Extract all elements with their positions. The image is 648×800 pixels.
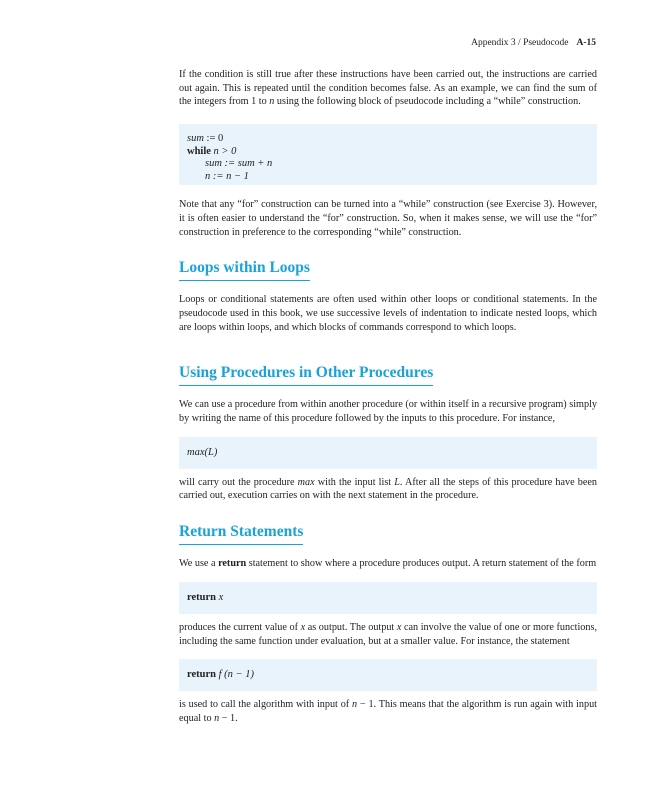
code-line-1 [187,133,589,146]
code-keyword: while [187,145,211,157]
text-run: . After all the steps of this procedure have been carried out, execution carries on with the next statement in the procedure. [179,476,597,502]
math-x: x [396,621,402,633]
intro-paragraph-2: Note that any “for” construction can be turned into a “while” construction (see Exercise 3). However, it is often easier to understand the “for” construction. So, when it makes sense, we will use the “for” construction in preference to the corresponding “while” construction. [179,199,597,238]
intro-paragraph-1 [179,68,597,109]
keyword-return: return [218,558,247,570]
code-keyword: return [187,591,216,603]
code-text: max(L) [187,446,218,458]
section-heading: Loops within Loops [179,259,310,281]
text-run: We use a [179,558,219,570]
math-n: n [214,712,220,724]
text-run: using the following block of pseudocode including a “while” construction. [274,96,581,108]
code-text: f (n − 1) [215,669,254,681]
section-returns [179,523,597,545]
procedures-paragraph-2 [179,476,597,503]
running-header [471,38,596,48]
section-procedures [179,364,597,386]
code-line-3: sum := sum + n [205,158,273,170]
math-max: max [297,476,315,488]
page-body [179,68,597,726]
section-heading: Return Statements [179,523,303,545]
section-loops [179,259,597,281]
procedures-paragraph-1: We can use a procedure from within another procedure (or within itself in a recursive program) simply by writing the name of this procedure followed by the inputs to this procedure. For instance, [179,399,597,425]
math-n: n [352,699,358,711]
code-text: := 0 [203,133,224,145]
code-var: sum [187,133,204,145]
code-text: x [215,591,224,603]
text-run: statement to show where a procedure produces output. A return statement of the form [246,558,597,570]
math-n: n [269,96,275,108]
text-run: as output. The output [305,621,397,633]
text-run: is used to call the algorithm with input of [179,699,352,711]
code-text: n > 0 [210,145,237,157]
text-run: will carry out the procedure [179,476,298,488]
returns-paragraph-2 [179,621,597,648]
text-run: with the input list [314,476,395,488]
running-title: Appendix 3 / Pseudocode [471,38,569,48]
code-line-2 [187,146,589,159]
max-code-block [179,437,597,469]
text-run: If the condition is still true after these instructions have been carried out, the instructions are carried out again. This is repeated until the condition becomes false. As an example, we can find the sum of the integers from 1 to [179,69,597,108]
code-line-4: n := n − 1 [205,170,249,182]
page-number: A-15 [576,38,596,48]
section-heading: Using Procedures in Other Procedures [179,364,433,386]
text-run: − 1. This means that the algorithm is run again with input equal to [179,699,597,724]
return-f-code-block [179,659,597,691]
while-code-block [179,124,597,185]
math-x: x [300,621,306,633]
code-keyword: return [187,669,216,681]
text-run: − 1. [219,712,238,724]
return-x-code-block [179,582,597,614]
math-L: L [394,476,400,488]
text-run: can involve the value of one or more functions, including the same function under evaluation, but at a smaller value. For instance, the statement [179,621,598,647]
returns-paragraph-3 [179,698,597,725]
returns-paragraph-1 [179,557,597,571]
loops-paragraph: Loops or conditional statements are often used within other loops or conditional statements. In the pseudocode used in this book, we use successive levels of indentation to indicate nested loops, which are loops within loops, and which blocks of commands correspond to which loops. [179,294,597,333]
text-run: produces the current value of [179,621,301,633]
